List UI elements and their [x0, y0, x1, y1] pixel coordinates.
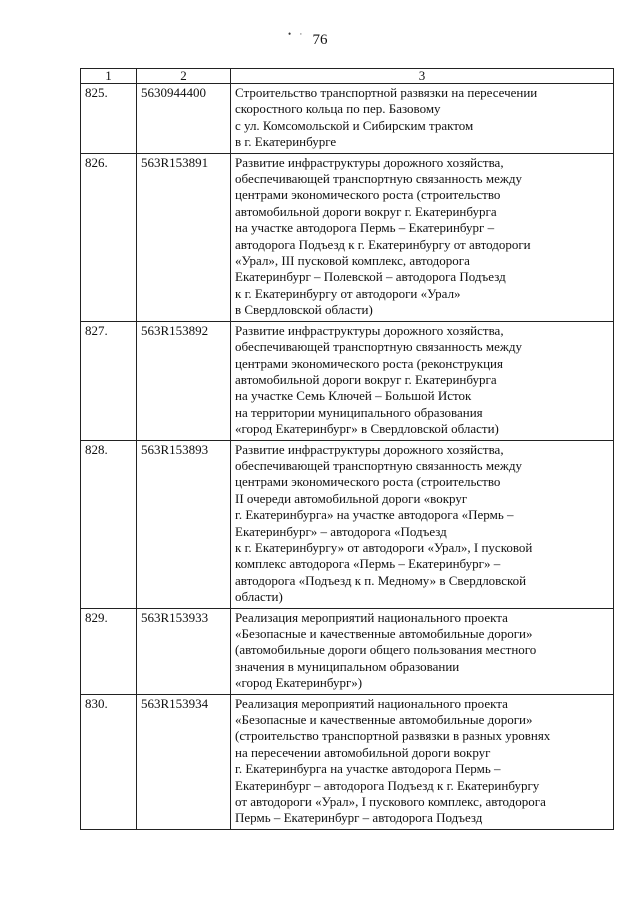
- row-description: [231, 84, 614, 154]
- description-line: Екатеринбург – автодорога Подъезд к г. Екатеринбургу: [235, 777, 540, 793]
- description-line: комплекс автодорога «Пермь – Екатеринбург» –: [235, 556, 501, 572]
- description-line: г. Екатеринбурга» на участке автодорога «Пермь –: [235, 507, 514, 523]
- description-line: скоростного кольца по пер. Базовому: [235, 101, 441, 117]
- description-line: Развитие инфраструктуры дорожного хозяйства,: [235, 322, 504, 338]
- column-header-name: 3: [231, 69, 614, 84]
- description-line: Екатеринбург» – автодорога «Подъезд: [235, 523, 447, 539]
- description-line: обеспечивающей транспортную связанность между: [235, 339, 522, 355]
- row-number: 828.: [81, 440, 137, 608]
- table-row: [81, 153, 614, 321]
- description-line: Пермь – Екатеринбург – автодорога Подъезд: [235, 810, 483, 826]
- row-description: [231, 321, 614, 440]
- description-line: (строительство транспортной развязки в разных уровнях: [235, 728, 551, 744]
- description-line: автомобильной дороги вокруг г. Екатеринбурга: [235, 203, 497, 219]
- description-line: г. Екатеринбурга на участке автодорога Пермь –: [235, 761, 501, 777]
- description-line: Екатеринбург – Полевской – автодорога Подъезд: [235, 269, 506, 285]
- table-row: [81, 321, 614, 440]
- scan-mark: • ·: [288, 29, 306, 39]
- description-line: значения в муниципальном образовании: [235, 658, 460, 674]
- row-code: 563R153933: [137, 608, 231, 694]
- description-line: центрами экономического роста (строительство: [235, 474, 501, 490]
- table-row: [81, 440, 614, 608]
- description-line: в Свердловской области): [235, 302, 373, 318]
- registry-table: [80, 68, 614, 830]
- table-row: [81, 694, 614, 829]
- description-line: на пересечении автомобильной дороги вокруг: [235, 744, 491, 760]
- row-number: 825.: [81, 84, 137, 154]
- description-line: автодорога Подъезд к г. Екатеринбургу от автодороги: [235, 236, 531, 252]
- table-header-row: [81, 69, 614, 84]
- description-line: с ул. Комсомольской и Сибирским трактом: [235, 117, 474, 133]
- description-line: в г. Екатеринбурге: [235, 134, 337, 150]
- row-description: [231, 153, 614, 321]
- description-line: области): [235, 589, 283, 605]
- description-line: обеспечивающей транспортную связанность между: [235, 457, 522, 473]
- page-number: 76: [312, 32, 328, 48]
- table-row: [81, 84, 614, 154]
- column-header-number: 1: [81, 69, 137, 84]
- row-number: 830.: [81, 694, 137, 829]
- description-line: Реализация мероприятий национального проекта: [235, 695, 508, 711]
- description-line: автодорога «Подъезд к п. Медному» в Свердловской: [235, 572, 527, 588]
- description-line: Реализация мероприятий национального проекта: [235, 609, 508, 625]
- description-line: на участке автодорога Пермь – Екатеринбург –: [235, 220, 495, 236]
- row-number: 829.: [81, 608, 137, 694]
- description-line: на территории муниципального образования: [235, 404, 483, 420]
- table-row: [81, 608, 614, 694]
- description-line: «город Екатеринбург» в Свердловской области): [235, 421, 499, 437]
- description-line: (автомобильные дороги общего пользования местного: [235, 642, 537, 658]
- description-line: Развитие инфраструктуры дорожного хозяйства,: [235, 154, 504, 170]
- row-number: 826.: [81, 153, 137, 321]
- description-line: автомобильной дороги вокруг г. Екатеринбурга: [235, 371, 497, 387]
- column-header-code: 2: [137, 69, 231, 84]
- row-code: 563R153893: [137, 440, 231, 608]
- row-code: 563R153892: [137, 321, 231, 440]
- description-line: «город Екатеринбург»): [235, 675, 363, 691]
- description-line: к г. Екатеринбургу» от автодороги «Урал», I пусковой: [235, 539, 533, 555]
- description-line: от автодороги «Урал», I пускового комплекс, автодорога: [235, 794, 546, 810]
- row-description: [231, 694, 614, 829]
- row-number: 827.: [81, 321, 137, 440]
- row-description: [231, 440, 614, 608]
- description-line: центрами экономического роста (строительство: [235, 187, 501, 203]
- description-line: на участке Семь Ключей – Большой Исток: [235, 388, 472, 404]
- description-line: «Безопасные и качественные автомобильные дороги»: [235, 626, 533, 641]
- row-description: [231, 608, 614, 694]
- description-line: центрами экономического роста (реконструкция: [235, 355, 503, 371]
- row-code: 5630944400: [137, 84, 231, 154]
- description-line: к г. Екатеринбургу от автодороги «Урал»: [235, 285, 461, 301]
- description-line: обеспечивающей транспортную связанность между: [235, 171, 522, 187]
- row-code: 563R153891: [137, 153, 231, 321]
- table-body: [81, 84, 614, 830]
- description-line: Развитие инфраструктуры дорожного хозяйства,: [235, 441, 504, 457]
- description-line: «Урал», III пусковой комплекс, автодорога: [235, 253, 470, 269]
- description-line: II очереди автомобильной дороги «вокруг: [235, 490, 468, 506]
- row-code: 563R153934: [137, 694, 231, 829]
- description-line: Строительство транспортной развязки на пересечении: [235, 85, 538, 100]
- description-line: «Безопасные и качественные автомобильные дороги»: [235, 712, 533, 728]
